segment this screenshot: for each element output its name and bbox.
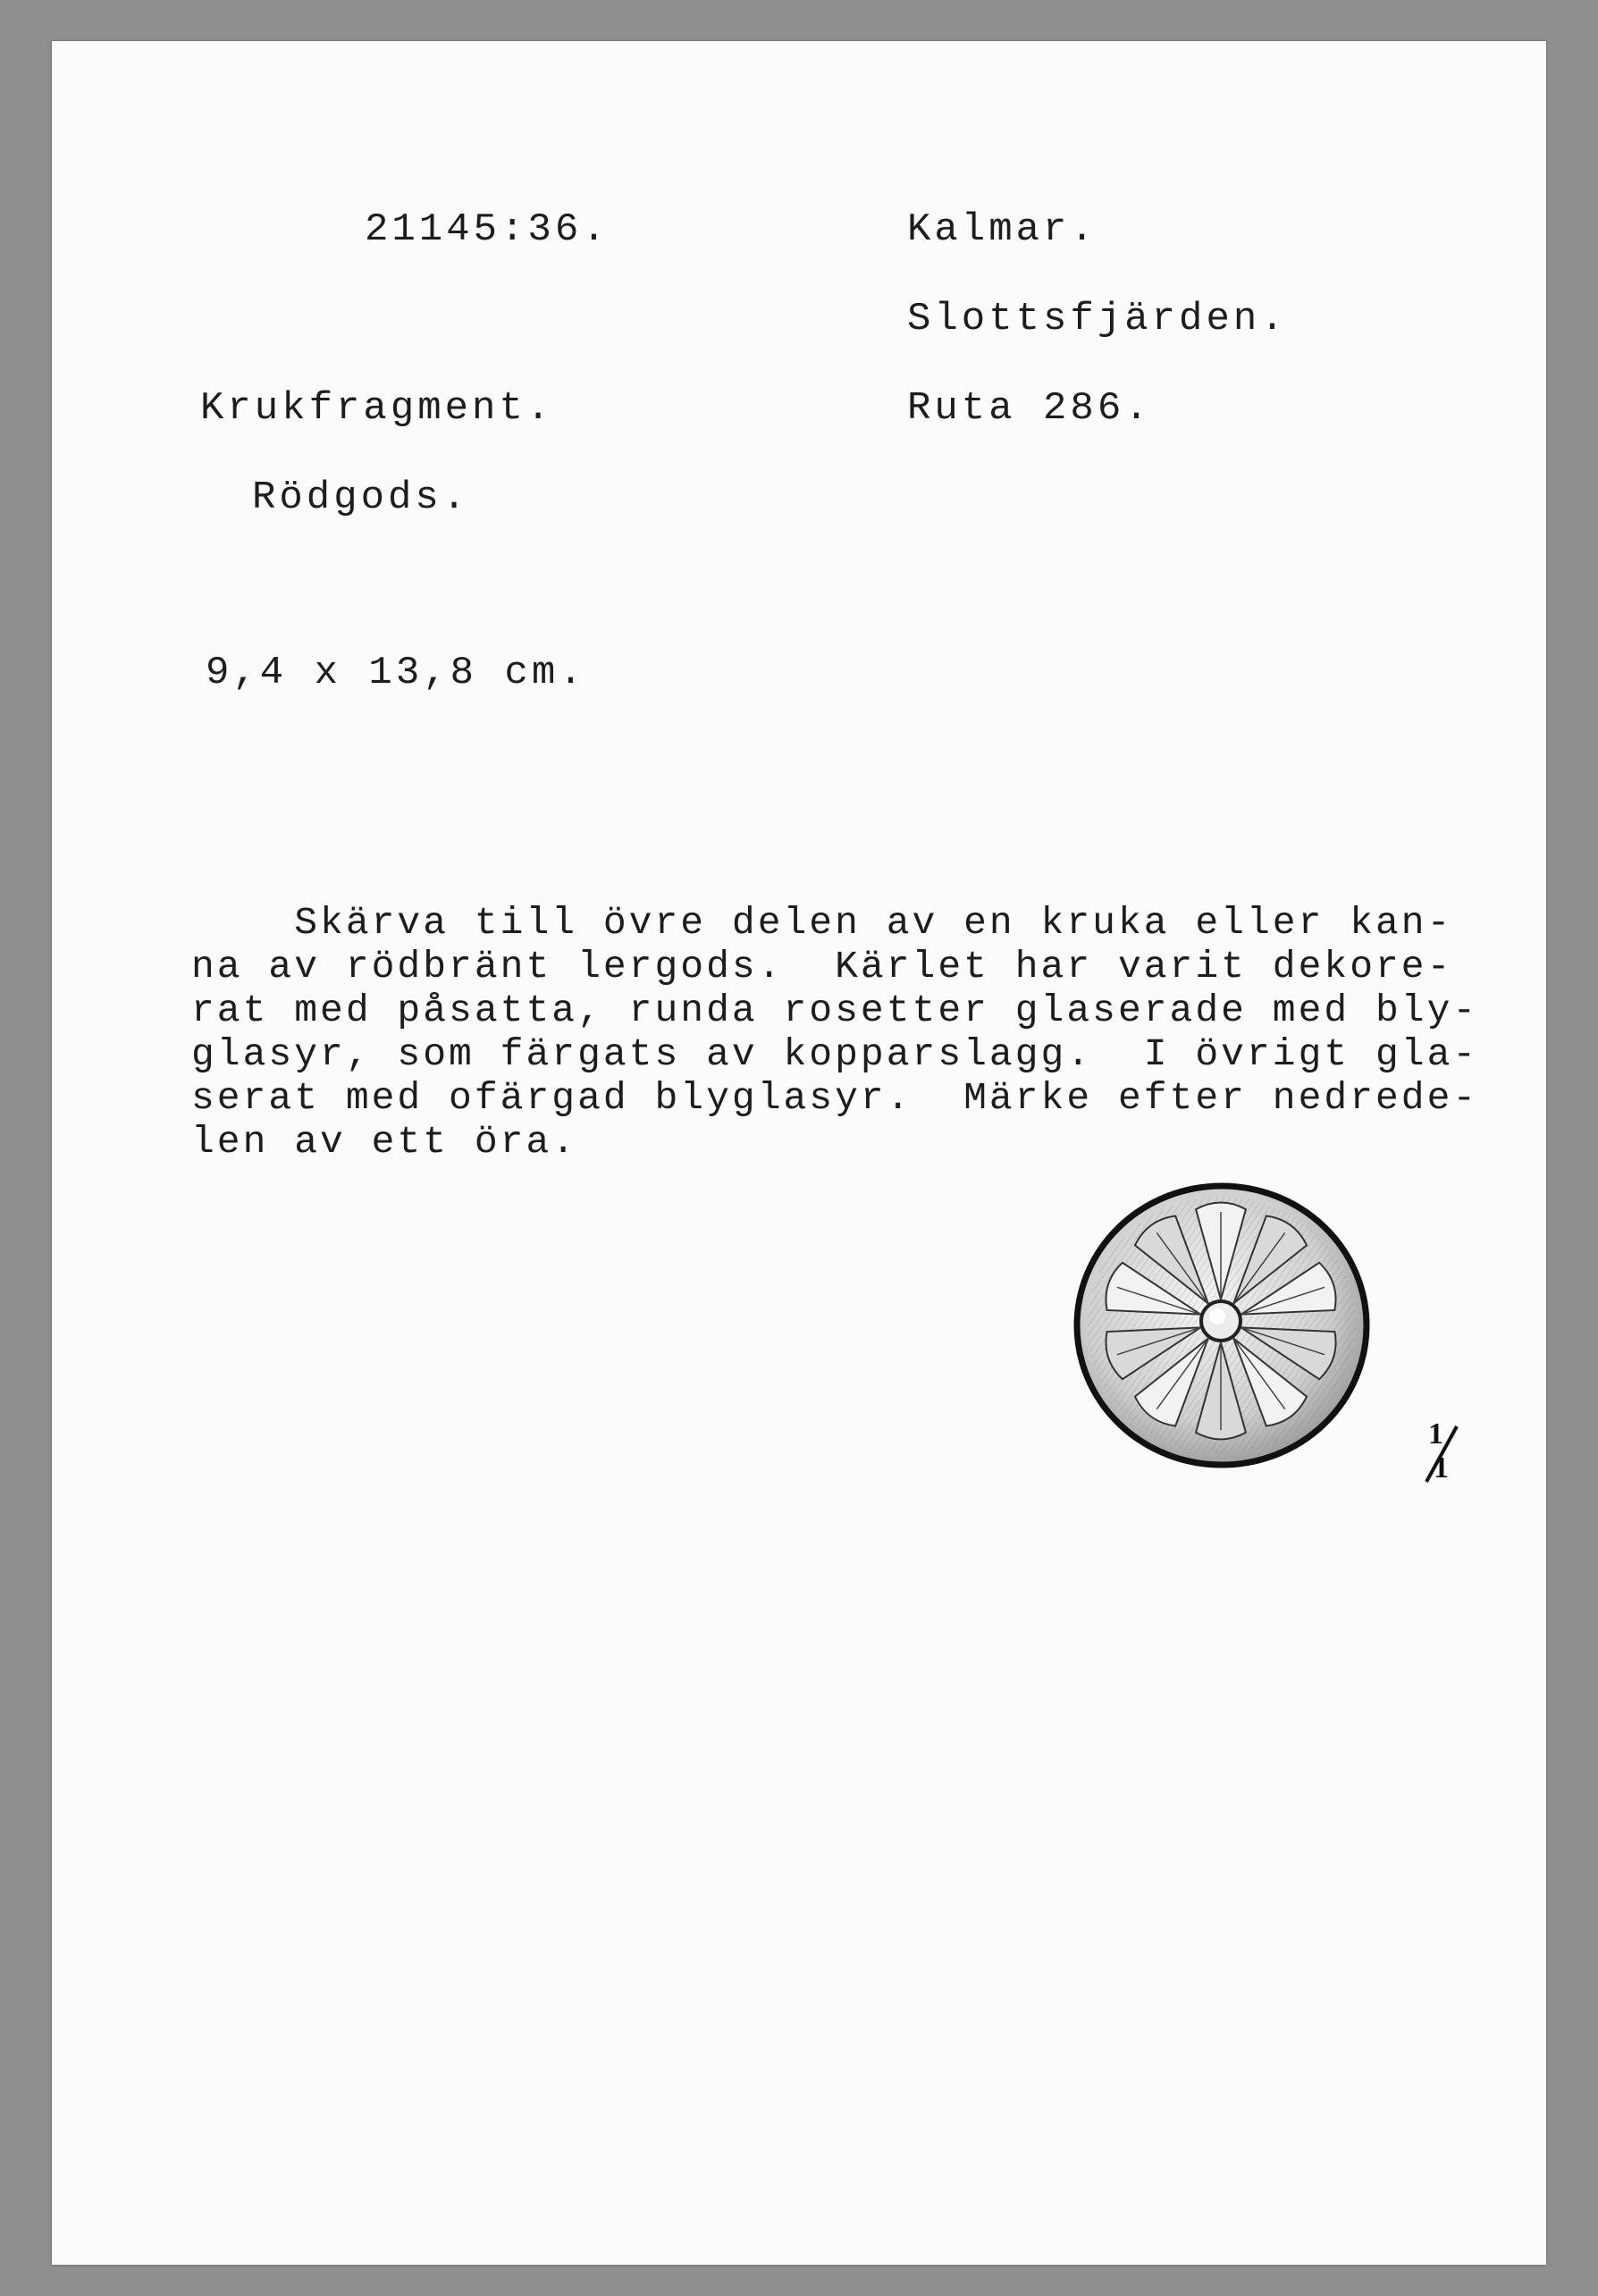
description-line: len av ett öra. [191,1120,578,1164]
catalog-number: 21145:36. [365,207,610,252]
catalog-card [52,41,1546,2265]
description [191,901,1550,1164]
scale-numerator: 1 [1428,1417,1443,1451]
scale-indicator [1421,1417,1462,1491]
dimensions: 9,4 x 13,8 cm. [206,651,586,695]
rosette-drawing [1067,1178,1376,1473]
square-number: Ruta 286. [907,386,1152,431]
description-line: serat med ofärgad blyglasyr. Märke efter nedrede- [191,1076,1479,1120]
scale-denominator: 1 [1434,1451,1449,1484]
description-line: na av rödbränt lergods. Kärlet har varit dekore- [191,945,1453,988]
place-name: Kalmar. [907,207,1098,252]
object-type: Krukfragment. [200,386,554,431]
description-line: glasyr, som färgats av kopparslagg. I övrigt gla- [191,1032,1479,1076]
description-line: Skärva till övre delen av en kruka eller kan- [191,901,1453,945]
material: Rödgods. [252,475,470,520]
site-name: Slottsfjärden. [907,297,1288,341]
description-line: rat med påsatta, runda rosetter glaserade med bly- [191,988,1479,1032]
